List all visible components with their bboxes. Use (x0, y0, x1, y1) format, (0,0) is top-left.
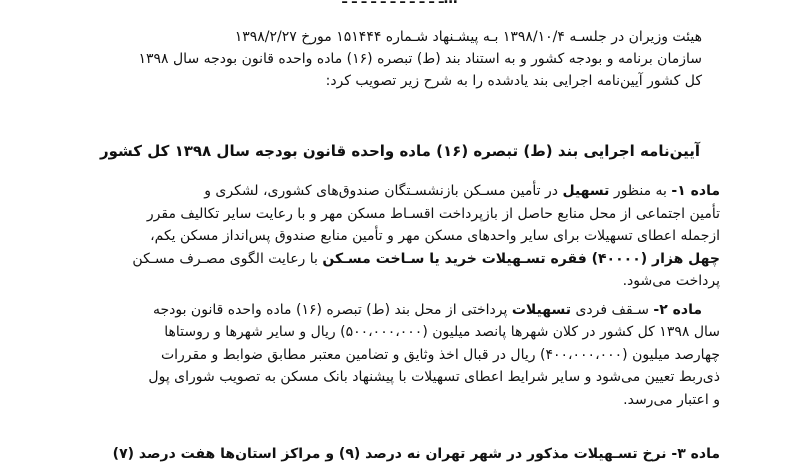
article-2-line-2: سال ۱۳۹۸ کل کشور در کلان شهرها پانصد میلیون (۵۰۰،۰۰۰،۰۰۰) ریال و سایر شهرها و روستاها (164, 324, 720, 340)
article-1-line-3: ازجمله اعطای تسهیلات برای سایر واحدهای مسکن مهر و تأمین منابع صندوق پس‌انداز مسکن یکم، (150, 228, 720, 244)
article-2-text-c: پرداختی از محل بند (ط) تبصره (۱۶) ماده واحده قانون بودجه (152, 301, 512, 318)
article-1-line-1 (80, 180, 720, 203)
article-2-text-b: تسهیلات (511, 301, 572, 318)
article-2-number: ماده ۲- (653, 301, 702, 318)
article-1-text-b: تسهیل (562, 183, 610, 199)
article-2 (80, 299, 720, 412)
article-1-line-2: تأمین اجتماعی از محل منابع حاصل از بازپرداخت اقسـاط مسکن مهر و با رعایت سایر تکالیف مقرر (146, 205, 720, 222)
article-1-text-a: به منظور (609, 183, 672, 199)
article-1-line-4-bold: چهل هزار (۴۰۰۰۰) فقره تسـهیلات خرید یا سـاخت مسـکن (322, 250, 720, 267)
article-2-line-4: ذی‌ربط تعیین می‌شود و سایر شرایط اعطای تسهیلات با پیشنهاد بانک مسکن به تصویب شورای پول (148, 369, 720, 385)
articles-body (80, 180, 720, 417)
article-1-line-5: پرداخت می‌شود. (622, 273, 720, 289)
regulation-heading: آیین‌نامه اجرایی بند (ط) تبصره (۱۶) ماده واحده قانون بودجه سال ۱۳۹۸ کل کشور (99, 142, 700, 160)
article-1-number: ماده ۱- (671, 183, 720, 199)
article-1 (80, 180, 720, 293)
article-1-text-c: در تأمین مسـکن بازنشسـتگان صندوق‌های کشوری، لشکری و (204, 183, 563, 199)
article-2-text-a: سـقف فردی (571, 301, 654, 318)
cropped-bottom-line: ماده ۳- نرخ تسـهیلات مذکور در شهر تهران نه درصد (۹) و مراکز استان‌ها هفت درصد (۷) (112, 446, 720, 462)
article-2-line-1 (80, 299, 720, 322)
intro-paragraph (102, 26, 702, 92)
article-2-line-3: چهارصد میلیون (۴۰۰،۰۰۰،۰۰۰) ریال در قبال اخذ وثایق و تضامین معتبر مطابق ضوابط و مقررات (160, 346, 720, 363)
article-2-line-5: و اعتبار می‌رسد. (623, 391, 720, 408)
cropped-top-line (190, 0, 610, 7)
article-1-line-4 (80, 248, 720, 271)
intro-line-1: هیئت وزیران در جلسـه ۱۳۹۸/۱۰/۴ بـه پیشـنهاد شـماره ۱۵۱۴۴۴ مورخ ۱۳۹۸/۲/۲۷ (234, 29, 702, 45)
intro-line-3: کل کشور آیین‌نامه اجرایی بند یادشده را به شرح زیر تصویب کرد: (325, 73, 702, 89)
article-1-line-4-rest: با رعایت الگوی مصـرف مسـکن (132, 250, 323, 267)
intro-line-2: سازمان برنامه و بودجه کشور و به استناد بند (ط) تبصره (۱۶) ماده واحده قانون بودجه سال ۱۳۹۸ (138, 51, 702, 67)
